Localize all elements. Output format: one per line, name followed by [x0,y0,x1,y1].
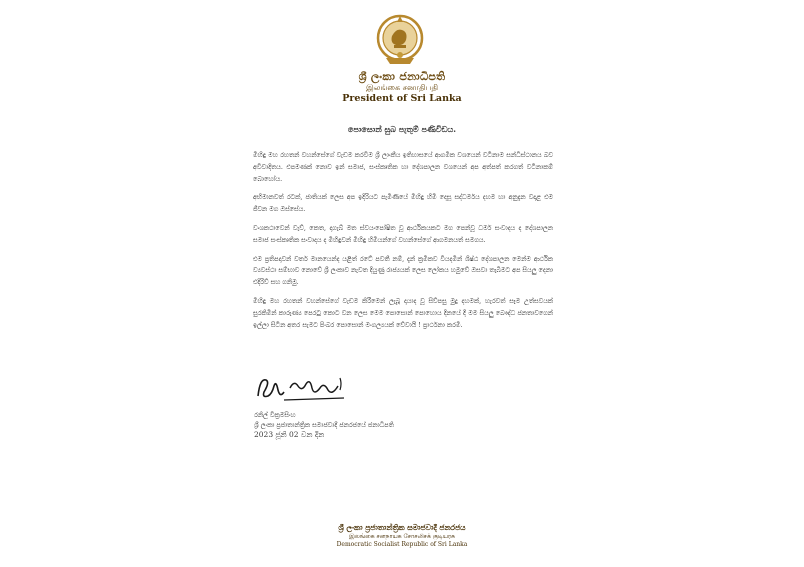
paragraph: අභිමානවත් රටක්, ජාතියක් ලෙස අප ඉදිරියට පැමිණියේ මිහිඳු හිමි දෙසූ සද්ධර්මය දහම හා අනුදැන වදාළ එම ජීවන මග ඔස්සේය. [253,193,553,214]
signature-icon [254,370,364,406]
paragraph: එම ප්‍රතිපදාවන් වර්ත මානයෙන්ද යළිත් රටේ පවතී නම්, දැන් ක්‍රමිකව වියදමින් ශිෂ්ඨ දේශපාලන මෙන්ම ආර්ථික ව්‍යවස්ථා සම්භාව නොවේ ශ්‍රී ලංකාව නැවත දියුණු රාජ්‍යයක් ලෙස ලෝකය හමුවේ ඔසවා තැබීමට අප සියලු දෙනා එදිරිව් සහ ගනිමු. [253,254,554,287]
message-heading: පොසොන් සුබ පැතුම් පණිවිඩය. [347,124,457,134]
footer-line-english: Democratic Socialist Republic of Sri Lanka [336,541,468,548]
coat-of-arms-icon [368,8,432,70]
signatory-name: රනිල් වික්‍රමසිංහ [254,411,296,419]
letter-footer [0,523,804,549]
message-body [253,150,553,338]
paragraph: මිහිඳු මහ රහතන් වහන්සේගේ වැඩම කිරීමෙන් ලැබූ දායාද වූ සිව්පසු මුදු දහමක්, හැරවත් සෑම උත්සවයක් සුරකිමින් කාරුණ්‍ය පෙරටු කොට වන ලෙස මෙම පොසොන් පොහොය දිනයේ දී මම සියලු බෞද්ධ ජනතාවගෙන් ඉල්ලා සිටින අතර සැමට පිංබර පොසොන් මංගල්‍යයක් වේවායි ! ප්‍රාර්ථනා කරමි. [253,296,553,329]
letterhead-title-sinhala: ශ්‍රී ලංකා ජනාධිපති [358,70,446,83]
footer-line-sinhala: ශ්‍රී ලංකා ප්‍රජාතාන්ත්‍රික සමාජවාදී ජනරජය [338,523,466,532]
letterhead-title-english: President of Sri Lanka [342,93,462,104]
paragraph: මිහිඳු මහ රහතන් වහන්සේගේ වැඩම කරවීම ශ්‍රී ලාංකීය ඉතිහාසයේ ආගමික වශයෙන් වටිනාම සන්ධිස්ථානය බව අවිවාදිතය. එපමණක් නොව ඉන් සමාජ, සංස්කෘතික හා දේශපාලන වශයෙන් අප අත්පත් කරගත් වටිනාකම් බොහෝය. [253,151,553,183]
letterhead [0,70,804,105]
letter-date: 2023 ජූනි 02 වන දින [254,430,325,439]
footer-line-tamil: இலங்கை சனநாயக சோசலிசக் குடியரசு [349,533,455,540]
paragraph: වංශකථාවෙන් වැව්, කෙත, දාගැබ් මත ස්වයංපෝෂිත වූ ආර්ථිකයකට මග පෙන්වූ ධර්ම සංවාදය ද දේශපාලන සමාජ සංස්කෘතික සංවාදය ද මිහිඳුවන් මිහිඳු හිමියන්ගේ වහන්සේගේ ආගමනයත් සමගය. [253,223,553,244]
signatory-block [254,411,394,440]
letterhead-title-tamil: இலங்கை சனாதிபதி [365,83,439,92]
signatory-title: ශ්‍රී ලංකා ප්‍රජාතාන්ත්‍රික සමාජවාදී ජනරජයේ ජනාධිපති [254,420,394,429]
